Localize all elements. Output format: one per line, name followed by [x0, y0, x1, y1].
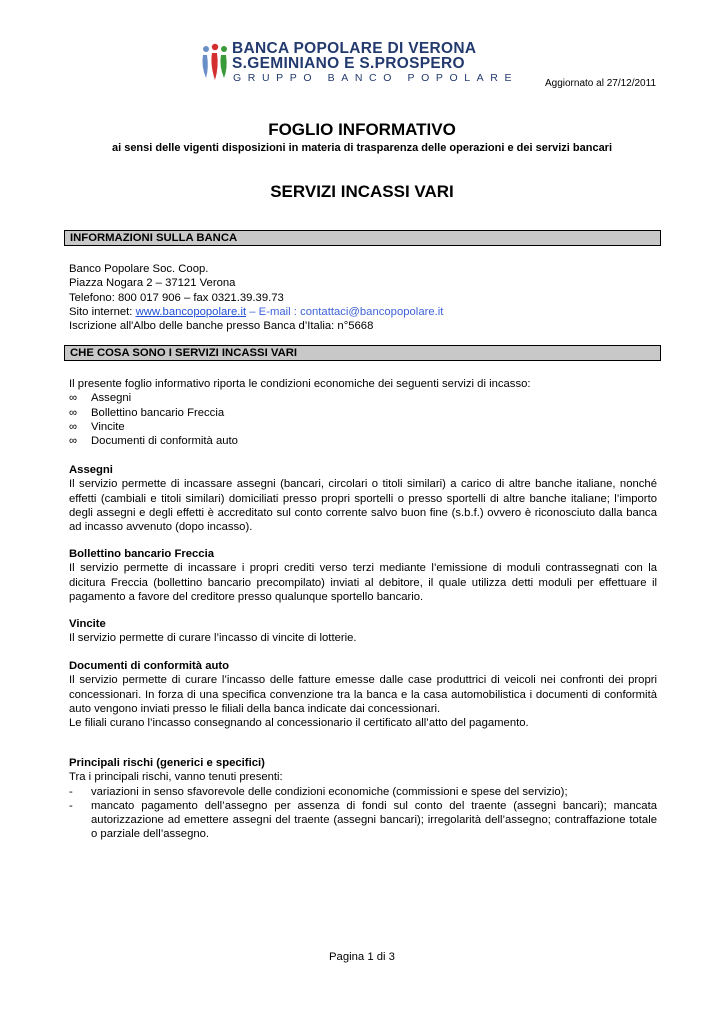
document-subtitle: ai sensi delle vigenti disposizioni in materia di trasparenza delle operazioni e dei servizi bancari — [111, 142, 613, 154]
rischi-title: Principali rischi (generici e specifici) — [69, 757, 265, 769]
updated-date: Aggiornato al 27/12/2011 — [544, 78, 656, 89]
auto-text: Il servizio permette di curare l’incasso delle fatture emesse dalle case produttrici di veicoli nei confronti dei propri concessionari. In forza di una specifica convenzione tra la banca e la casa automobilistica i documenti di conformità auto vengono inviati presso le filiali della banca indicate dai concessionari. — [69, 674, 657, 715]
section-heading-bank-info: INFORMAZIONI SULLA BANCA — [64, 230, 661, 246]
bank-name-line2: S.GEMINIANO E S.PROSPERO — [232, 55, 465, 72]
list-item: ∞ Bollettino bancario Freccia — [69, 406, 225, 419]
page-number: Pagina 1 di 3 — [329, 951, 395, 963]
dash-icon: - — [69, 785, 73, 798]
rischi-block — [69, 756, 657, 842]
assegni-title: Assegni — [69, 464, 113, 476]
auto-text-2: Le filiali curano l’incasso consegnando al concessionario il certificato all’atto del pagamento. — [69, 717, 529, 730]
bullet-icon: ∞ — [69, 406, 78, 419]
bank-name-line1: BANCA POPOLARE DI VERONA — [232, 40, 477, 57]
site-label: Sito internet: — [69, 305, 136, 318]
bank-registration: Iscrizione all'Albo delle banche presso Banca d’Italia: n°5668 — [69, 320, 374, 333]
vincite-block — [69, 617, 657, 646]
list-item: - mancato pagamento dell’assegno per assenza di fondi sul conto del traente (assegni bancari); mancata autorizzazione ad emettere assegni del traente (assegni bancari); irregolarità dell’assegno; contraffazione totale o parziale dell’assegno. — [69, 799, 657, 841]
list-item: - variazioni in senso sfavorevole delle condizioni economiche (commissioni e spese del servizio); — [69, 785, 568, 798]
document-title: FOGLIO INFORMATIVO — [268, 120, 456, 139]
bank-address: Piazza Nogara 2 – 37121 Verona — [69, 277, 236, 290]
rischi-list — [69, 785, 657, 842]
vincite-title: Vincite — [69, 618, 106, 630]
list-item: ∞ Assegni — [69, 392, 132, 405]
services-list — [69, 391, 657, 448]
assegni-text: Il servizio permette di incassare assegni (bancari, circolari o titoli similari) a carico di altre banche italiane, nonché effetti (cambiali e titoli similari) domiciliati presso propri sportelli o presso sportelli di altre banche italiane; l’importo degli assegni e degli effetti è accreditato sul conto corrente salvo buon fine (s.b.f.) ovvero è riconosciuto dalla banca ad incasso avvenuto (dopo incasso). — [69, 478, 657, 534]
bullet-icon: ∞ — [69, 435, 78, 448]
services-intro-block — [69, 377, 657, 448]
list-item: ∞ Vincite — [69, 420, 125, 433]
bank-legal-name: Banco Popolare Soc. Coop. — [69, 263, 209, 275]
bank-contacts — [69, 305, 657, 319]
rischi-intro: Tra i principali rischi, vanno tenuti presenti: — [69, 771, 283, 784]
freccia-text: Il servizio permette di incassare i propri crediti verso terzi mediante l’emissione di moduli contrassegnati con la dicitura Freccia (bollettino bancario precompilato) inviati al debitore, il quale utilizza detti moduli per effettuare il pagamento a favore del creditore presso qualunque sportello bancario. — [69, 562, 657, 603]
auto-block — [69, 659, 657, 730]
vincite-text: Il servizio permette di curare l’incasso di vincite di lotterie. — [69, 632, 357, 645]
bullet-icon: ∞ — [69, 392, 78, 405]
freccia-title: Bollettino bancario Freccia — [69, 548, 215, 560]
services-intro: Il presente foglio informativo riporta le condizioni economiche dei seguenti servizi di incasso: — [69, 378, 531, 390]
service-title: SERVIZI INCASSI VARI — [270, 182, 454, 201]
bank-phone: Telefono: 800 017 906 – fax 0321.39.39.73 — [69, 291, 284, 304]
list-item: ∞ Documenti di conformità auto — [69, 435, 238, 448]
website-link[interactable]: www.bancopopolare.it — [135, 305, 247, 318]
freccia-block — [69, 547, 657, 604]
bank-group-name: GRUPPO BANCO POPOLARE — [233, 72, 519, 84]
dash-icon: - — [69, 799, 73, 812]
email-text: – E-mail : contattaci@bancopopolare.it — [246, 305, 444, 318]
logo-figures-icon — [200, 42, 230, 82]
auto-title: Documenti di conformità auto — [69, 660, 230, 672]
bank-logo — [200, 40, 530, 86]
bank-info-block — [69, 262, 657, 333]
bullet-icon: ∞ — [69, 420, 78, 433]
section-heading-services: CHE COSA SONO I SERVIZI INCASSI VARI — [64, 345, 661, 361]
assegni-block — [69, 463, 657, 534]
